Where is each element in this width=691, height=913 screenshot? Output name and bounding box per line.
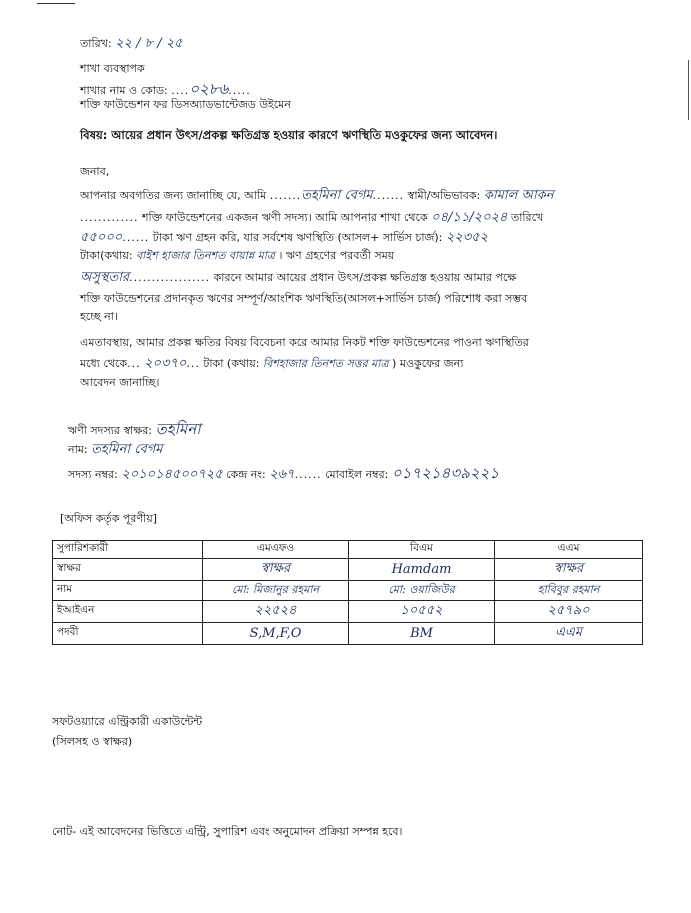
subject-line: বিষয়: আয়ের প্রধান উৎস/প্রকল্প ক্ষতিগ্রস্ত হওয়ার কারণে ঋণস্থিতি মওকুফের জন্য আবেদন। <box>80 128 498 142</box>
loan-amount: ৫৫০০০ <box>80 230 123 245</box>
am-name: হাবিবুর রহমান <box>495 581 643 601</box>
am-ein: ২৫৭৯০ <box>495 601 643 623</box>
recommendation-table <box>52 540 643 645</box>
accountant-seal-note: (সিলসহ ও স্বাক্ষর) <box>52 735 133 748</box>
bm-signature: Hamdam <box>349 559 495 581</box>
guardian-name: কামাল আকন <box>483 188 554 203</box>
member-name-label: নাম: <box>68 443 88 456</box>
para2-line2: মধ্যে থেকে... ২০৩৭০... টাকা (কথায়: বিশহাজার তিনশত সত্তর মাত্র ) মওকুফের জন্য <box>80 356 464 371</box>
para1-text: শক্তি ফাউন্ডেশনের একজন ঋণী সদস্য। আমি আপনার শাখা থেকে <box>141 211 428 224</box>
para1-text: টাকা(কথায়: <box>80 249 133 262</box>
table-row <box>53 601 643 623</box>
para1-text: আপনার অবগতির জন্য জানাচ্ছি যে, আমি <box>80 189 267 202</box>
scan-edge-line-right <box>688 60 689 120</box>
waiver-amount: ২০৩৭০ <box>144 356 187 371</box>
date-value: ২২ / ৮ / ২৫ <box>115 36 183 51</box>
para1-line1: আপনার অবগতির জন্য জানাচ্ছি যে, আমি .......তহমিনা বেগম....... স্বামী/অভিভাবক: কামাল আকন <box>80 188 554 203</box>
mfo-designation: S,M,F,O <box>203 623 349 645</box>
organization-line: শক্তি ফাউন্ডেশন ফর ডিসঅ্যাডভান্টেজড উইমেন <box>80 98 291 111</box>
member-name: তহমিনা বেগম <box>91 442 163 457</box>
guardian-label: স্বামী/অভিভাবক: <box>407 189 481 202</box>
mfo-signature: স্বাক্ষর <box>203 559 349 581</box>
para1-text: তারিখে <box>510 211 544 224</box>
para1-line4 <box>80 247 394 266</box>
accountant-title: সফটওয়্যারে এন্ট্রিকারী একাউন্টেন্ট <box>52 715 203 728</box>
footer-note: নোট- এই আবেদনের ভিত্তিতে এন্ট্রি, সুপারিশ এবং অনুমোদন প্রক্রিয়া সম্পন্ন হবে। <box>52 825 403 838</box>
office-section-label: [অফিস কর্তৃক পূরণীয়] <box>60 512 157 525</box>
header-am: এএম <box>495 541 643 559</box>
para1-text: । ঋণ গ্রহণের পরবর্তী সময় <box>278 249 395 262</box>
header-recommender: সুপারিশকারী <box>53 541 203 559</box>
salutation: জনাব, <box>80 165 110 178</box>
branch-label: শাখার নাম ও কোড: <box>80 84 168 97</box>
para1-line5: অসুস্থতার.................. কারনে আমার আয়ের প্রধান উৎস/প্রকল্প ক্ষতিগ্রস্ত হওয়ায় আমার পক্ষে <box>80 270 517 285</box>
member-number: ২০১০১৪৫০০৭২৫ <box>121 467 223 482</box>
table-row <box>53 623 643 645</box>
member-number-label: সদস্য নম্বর: <box>68 468 118 481</box>
para2-text: ) মওকুফের জন্য <box>392 357 464 370</box>
bm-designation: BM <box>349 623 495 645</box>
para2-text: টাকা (কথায়: <box>203 357 260 370</box>
table-row <box>53 581 643 601</box>
scan-edge-line <box>37 3 75 4</box>
para1-line2: ............. শক্তি ফাউন্ডেশনের একজন ঋণী সদস্য। আমি আপনার শাখা থেকে ০৪/১১/২০২৪ তারিখে <box>80 210 544 225</box>
para1-line7: হচ্ছে না। <box>80 310 118 323</box>
member-name-row <box>68 440 163 461</box>
recipient-line: শাখা ব্যবস্থাপক <box>80 62 145 75</box>
para2-text: মধ্যে থেকে <box>80 357 128 370</box>
row-label: ইআইএন <box>53 601 203 623</box>
member-number-row: সদস্য নম্বর: ২০১০১৪৫০০৭২৫ কেন্দ্র নং: ২৬৭...... মোবাইল নম্বর: ০১৭২১৪৩৯২২১ <box>68 464 500 482</box>
applicant-name: তহমিনা বেগম <box>301 188 373 203</box>
hardship-reason: অসুস্থতার <box>80 270 130 285</box>
header-mfo: এমএফও <box>203 541 349 559</box>
table-row <box>53 559 643 581</box>
para1-line6: শক্তি ফাউন্ডেশনের প্রদানকৃত ঋণের সম্পূর্ণ/আংশিক ঋণস্থিতি(আসল+সার্ভিস চার্জ) পরিশোধ করা সম্ভব <box>80 292 528 305</box>
bm-name: মো: ওয়াজিউর <box>349 581 495 601</box>
date-row <box>80 34 183 55</box>
bm-ein: ১০৫৫২ <box>349 601 495 623</box>
para2-line1: এমতাবস্থায়, আমার প্রকল্প ক্ষতির বিষয় বিবেচনা করে আমার নিকট শক্তি ফাউন্ডেশনের পাওনা ঋণস্থিতির <box>80 336 529 349</box>
loan-balance: ২২৩৫২ <box>445 230 489 245</box>
branch-row: শাখার নাম ও কোড: ....০২৮৬..... <box>80 80 251 98</box>
am-signature: স্বাক্ষর <box>495 559 643 581</box>
para1-line3: ৫৫০০০...... টাকা ঋণ গ্রহন করি, যার সর্বশেষ ঋণস্থিতি (আসল+ সার্ভিস চার্জ): ২২৩৫২ <box>80 230 489 245</box>
mfo-ein: ২২৫২৪ <box>203 601 349 623</box>
balance-in-words: বাইশ হাজার তিনশত বায়ান্ন মাত্র <box>136 249 276 262</box>
para2-line3: আবেদন জানাচ্ছি। <box>80 376 160 389</box>
header-bm: বিএম <box>349 541 495 559</box>
waiver-in-words: বিশহাজার তিনশত সত্তর মাত্র <box>262 357 389 370</box>
loan-date: ০৪/১১/২০২৪ <box>431 210 508 225</box>
mobile-number: ০১৭২১৪৩৯২২১ <box>391 464 500 482</box>
row-label: স্বাক্ষর <box>53 559 203 581</box>
date-label: তারিখ: <box>80 37 112 50</box>
member-signature-label: ঋণী সদস্যর স্বাক্ষর: <box>68 424 152 437</box>
am-designation: এএম <box>495 623 643 645</box>
center-number: ২৬৭ <box>269 467 295 482</box>
row-label: নাম <box>53 581 203 601</box>
member-signature: তহমিনা <box>155 420 201 438</box>
mfo-name: মো: মিজানুর রহমান <box>203 581 349 601</box>
table-header-row <box>53 541 643 559</box>
branch-code: ০২৮৬ <box>189 80 229 98</box>
para1-text: কারনে আমার আয়ের প্রধান উৎস/প্রকল্প ক্ষতিগ্রস্ত হওয়ায় আমার পক্ষে <box>213 271 517 284</box>
row-label: পদবী <box>53 623 203 645</box>
mobile-label: মোবাইল নম্বর: <box>325 468 389 481</box>
center-label: কেন্দ্র নং: <box>226 468 266 481</box>
para1-text: টাকা ঋণ গ্রহন করি, যার সর্বশেষ ঋণস্থিতি (আসল+ সার্ভিস চার্জ): <box>152 231 443 244</box>
